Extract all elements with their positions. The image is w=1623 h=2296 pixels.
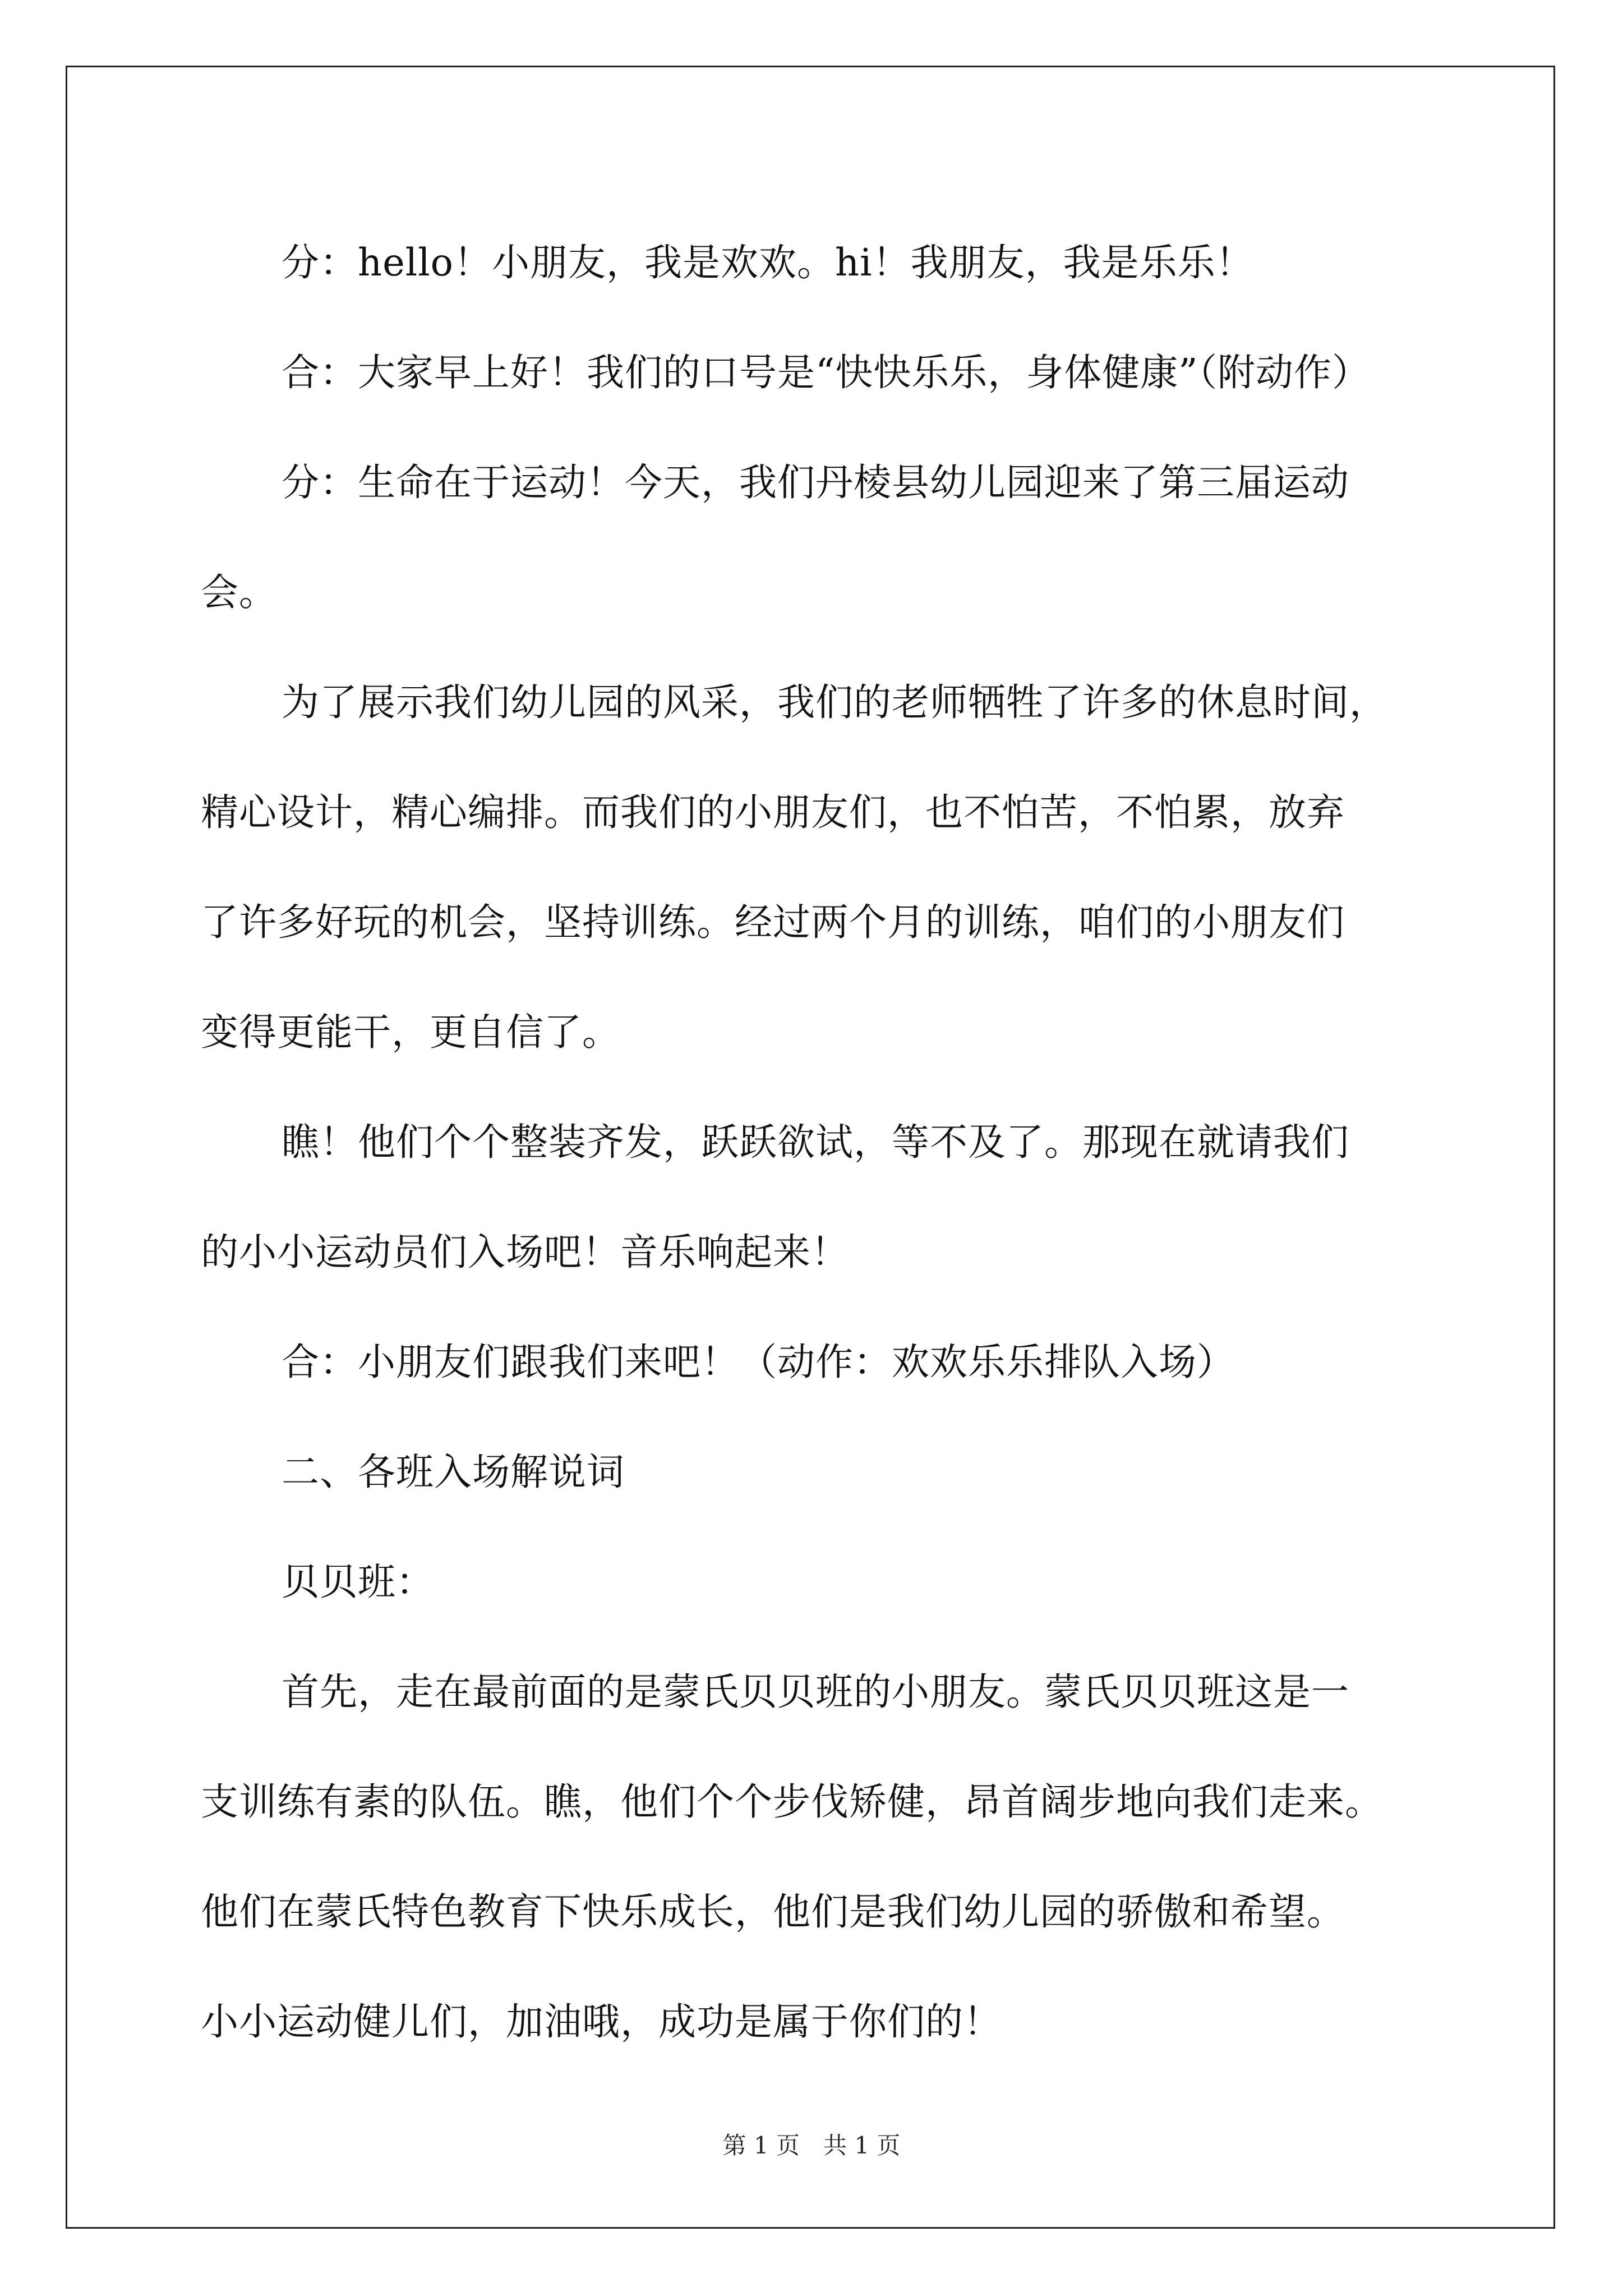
- text-line: 会。: [201, 570, 277, 614]
- text-line: 分：生命在于运动！今天，我们丹棱县幼儿园迎来了第三届运动: [282, 461, 1349, 504]
- text-line: 他们在蒙氏特色教育下快乐成长，他们是我们幼儿园的骄傲和希望。: [201, 1890, 1345, 1934]
- subsection-heading: 贝贝班：: [282, 1560, 434, 1604]
- text-line: 为了展示我们幼儿园的风采，我们的老师牺牲了许多的休息时间，: [282, 680, 1387, 724]
- text-line: 瞧！他们个个整装齐发，跃跃欲试，等不及了。那现在就请我们: [282, 1120, 1349, 1164]
- text-line: 合：小朋友们跟我们来吧！（动作：欢欢乐乐排队入场）: [282, 1340, 1235, 1384]
- text-line: 小小运动健儿们，加油哦，成功是属于你们的！: [201, 2000, 1002, 2044]
- text-line: 变得更能干，更自信了。: [201, 1010, 620, 1054]
- text-line: 的小小运动员们入场吧！音乐响起来！: [201, 1230, 849, 1274]
- text-line: 精心设计，精心编排。而我们的小朋友们，也不怕苦，不怕累，放弃: [201, 790, 1345, 834]
- text-line: 了许多好玩的机会，坚持训练。经过两个月的训练，咱们的小朋友们: [201, 900, 1345, 944]
- text-line: 首先，走在最前面的是蒙氏贝贝班的小朋友。蒙氏贝贝班这是一: [282, 1670, 1349, 1714]
- section-heading: 二、各班入场解说词: [282, 1450, 625, 1494]
- text-line: 支训练有素的队伍。瞧，他们个个步伐矫健，昂首阔步地向我们走来。: [201, 1780, 1383, 1824]
- text-line: 分：hello！小朋友，我是欢欢。hi！我朋友，我是乐乐！: [282, 241, 1254, 284]
- text-line: 合：大家早上好！我们的口号是“快快乐乐，身体健康”（附动作）: [282, 351, 1371, 394]
- page-number-footer: 第 1 页 共 1 页: [722, 2132, 901, 2159]
- document-body: [201, 208, 1468, 2077]
